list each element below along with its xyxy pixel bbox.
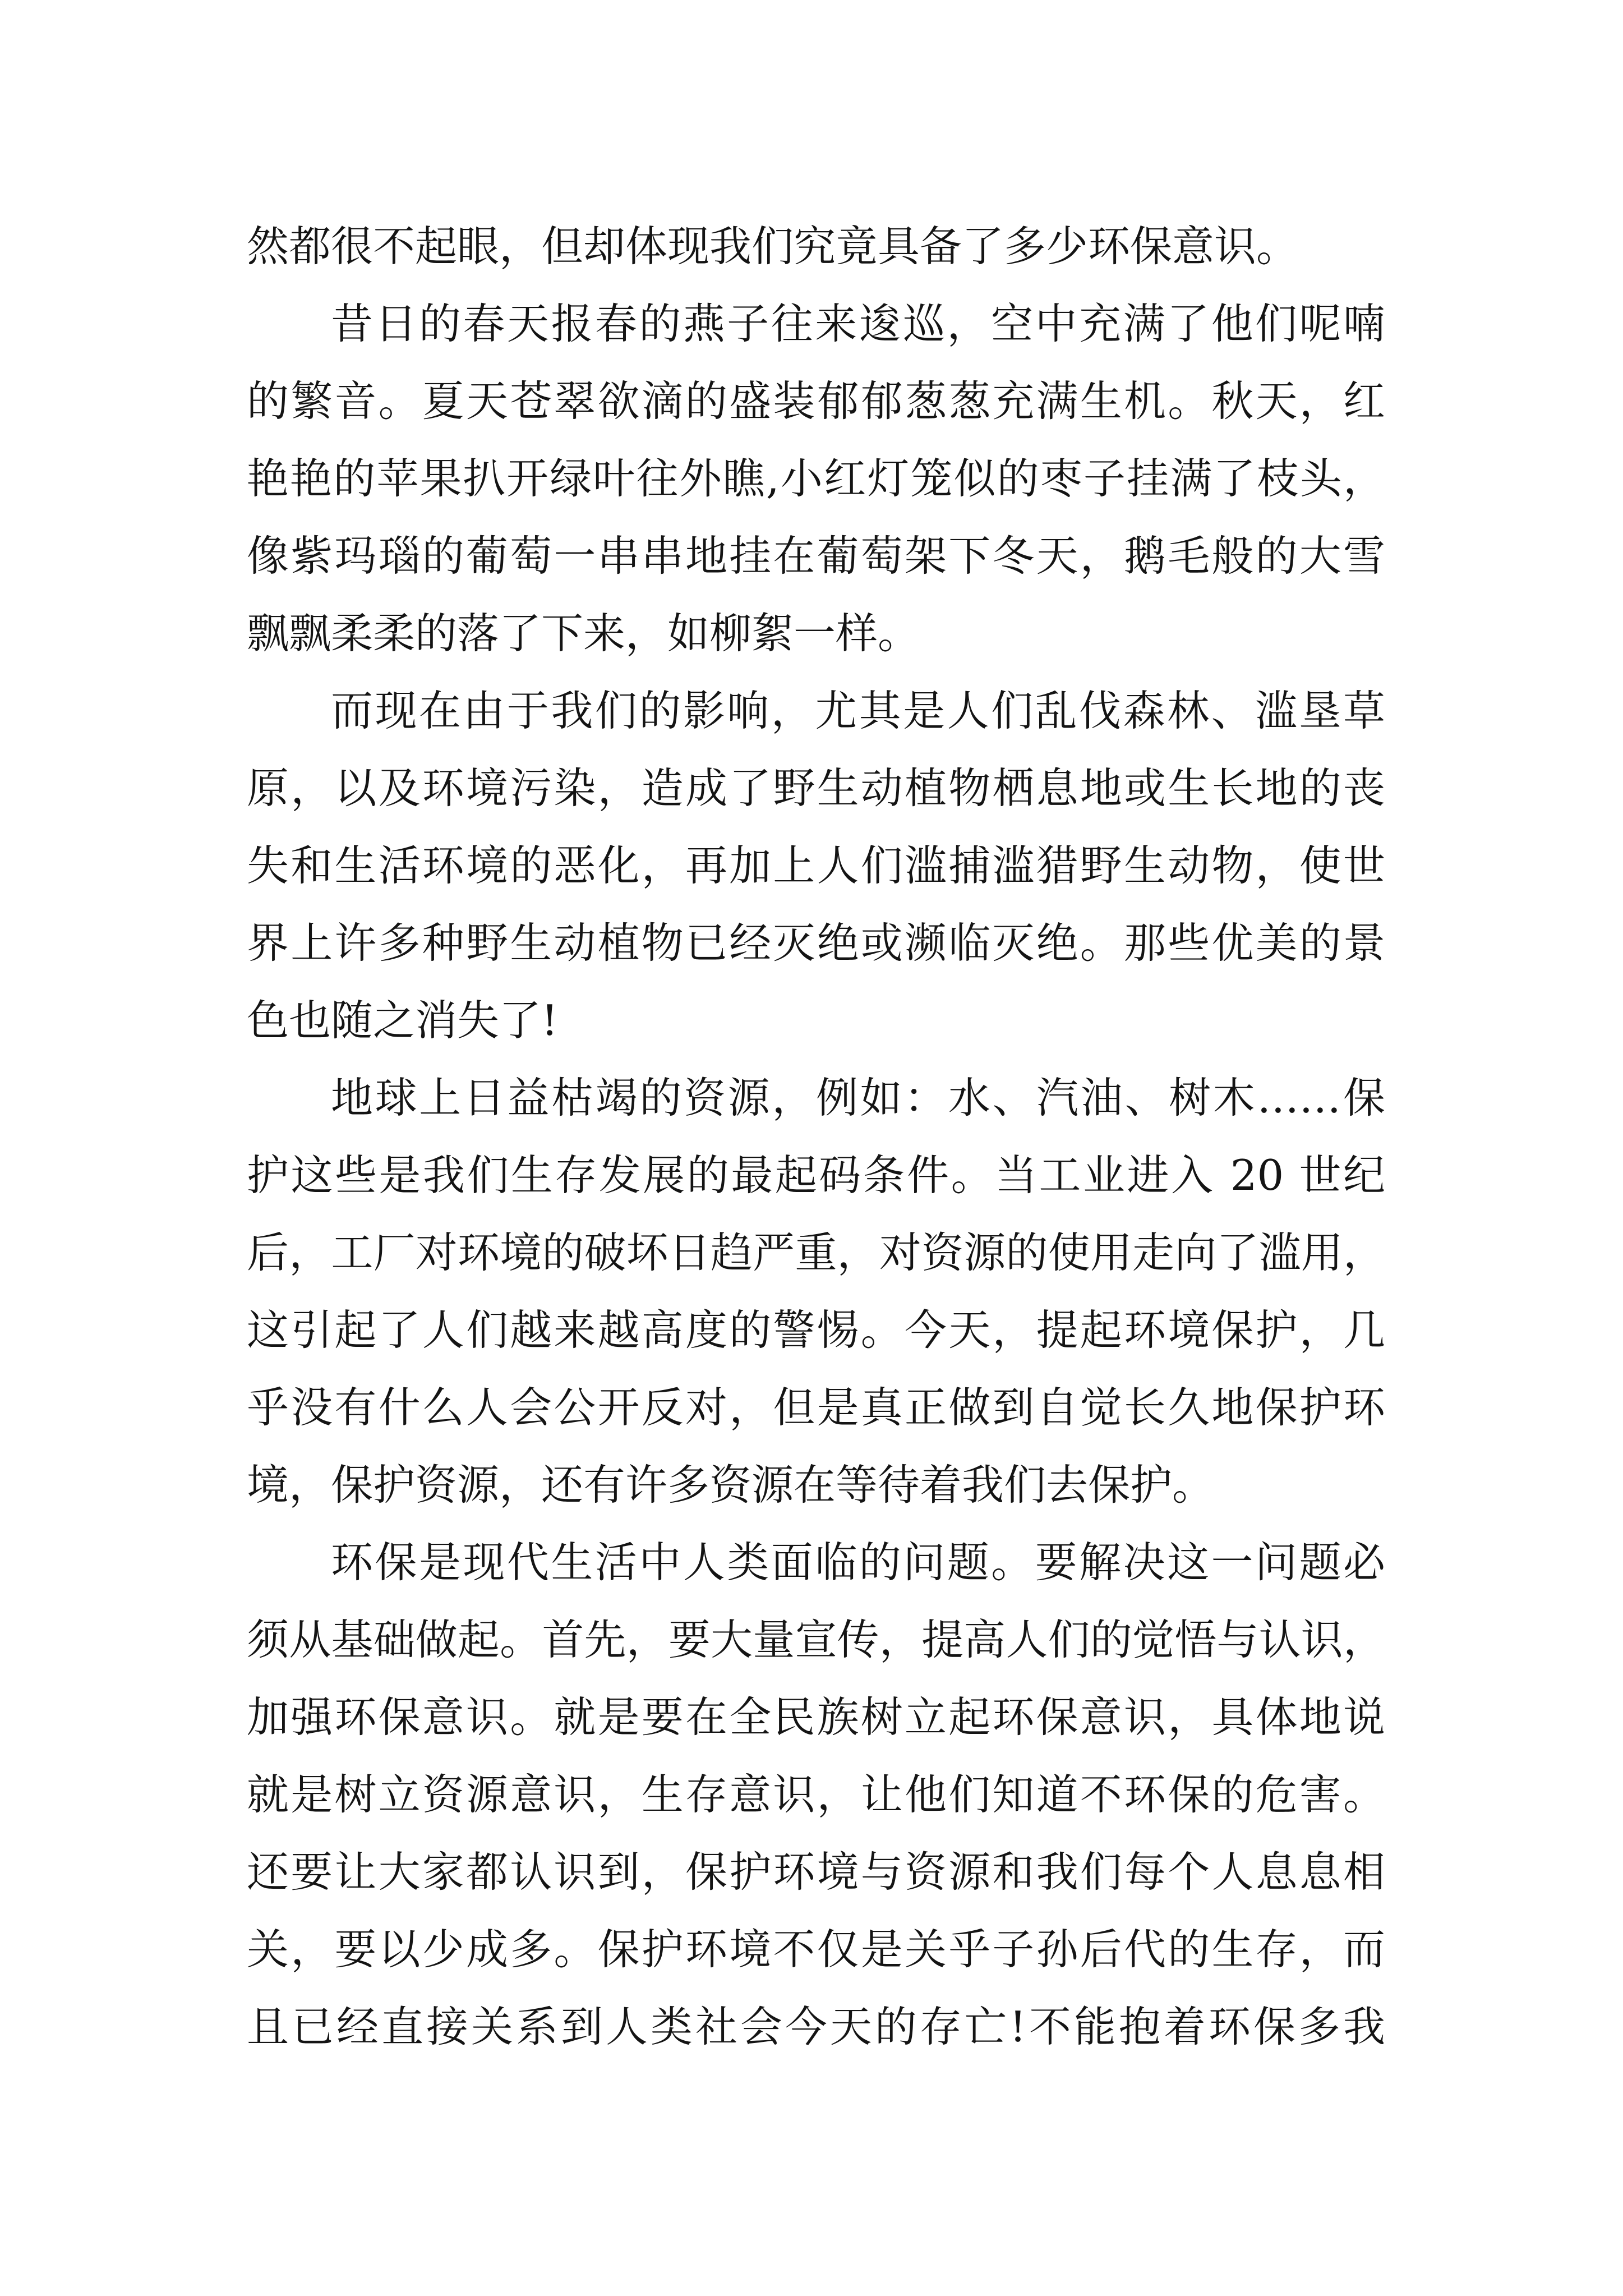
paragraph-line: 地球上日益枯竭的资源，例如：水、汽油、树木……保	[331, 1073, 1385, 1122]
paragraph-line: 原，以及环境污染，造成了野生动植物栖息地或生长地的丧	[247, 763, 1385, 813]
paragraph-line: 境，保护资源，还有许多资源在等待着我们去保护。	[247, 1460, 1215, 1510]
paragraph-line: 须从基础做起。首先，要大量宣传，提高人们的觉悟与认识，	[247, 1615, 1385, 1664]
paragraph-line: 界上许多种野生动植物已经灭绝或濒临灭绝。那些优美的景	[247, 918, 1385, 968]
paragraph-line: 关，要以少成多。保护环境不仅是关乎子孙后代的生存，而	[247, 1925, 1385, 1974]
paragraph-line: 且已经直接关系到人类社会今天的存亡!不能抱着环保多我	[247, 2002, 1385, 2051]
paragraph-line: 这引起了人们越来越高度的警惕。今天，提起环境保护，几	[247, 1305, 1385, 1355]
paragraph-line: 还要让大家都认识到，保护环境与资源和我们每个人息息相	[247, 1847, 1385, 1897]
paragraph-line: 乎没有什么人会公开反对，但是真正做到自觉长久地保护环	[247, 1383, 1385, 1432]
paragraph-line: 环保是现代生活中人类面临的问题。要解决这一问题必	[331, 1538, 1385, 1587]
paragraph-line: 护这些是我们生存发展的最起码条件。当工业进入 20 世纪	[247, 1151, 1385, 1200]
paragraph-line: 然都很不起眼，但却体现我们究竟具备了多少环保意识。	[247, 222, 1299, 271]
paragraph-line: 而现在由于我们的影响，尤其是人们乱伐森林、滥垦草	[331, 686, 1385, 735]
paragraph-line: 失和生活环境的恶化，再加上人们滥捕滥猎野生动物，使世	[247, 841, 1385, 890]
paragraph-line: 的繁音。夏天苍翠欲滴的盛装郁郁葱葱充满生机。秋天，红	[247, 376, 1385, 426]
paragraph-line: 后，工厂对环境的破坏日趋严重，对资源的使用走向了滥用，	[247, 1228, 1385, 1277]
paragraph-line: 加强环保意识。就是要在全民族树立起环保意识，具体地说	[247, 1692, 1385, 1742]
essay-body	[247, 208, 1385, 2065]
paragraph-line: 艳艳的苹果扒开绿叶往外瞧,小红灯笼似的枣子挂满了枝头，	[247, 454, 1385, 503]
paragraph-line: 就是树立资源意识，生存意识，让他们知道不环保的危害。	[247, 1770, 1385, 1819]
paragraph-line: 色也随之消失了!	[247, 996, 559, 1045]
paragraph-line: 昔日的春天报春的燕子往来逡巡，空中充满了他们呢喃	[331, 299, 1385, 348]
paragraph-line: 飘飘柔柔的落了下来，如柳絮一样。	[247, 609, 920, 658]
paragraph-line: 像紫玛瑙的葡萄一串串地挂在葡萄架下冬天，鹅毛般的大雪	[247, 531, 1385, 581]
